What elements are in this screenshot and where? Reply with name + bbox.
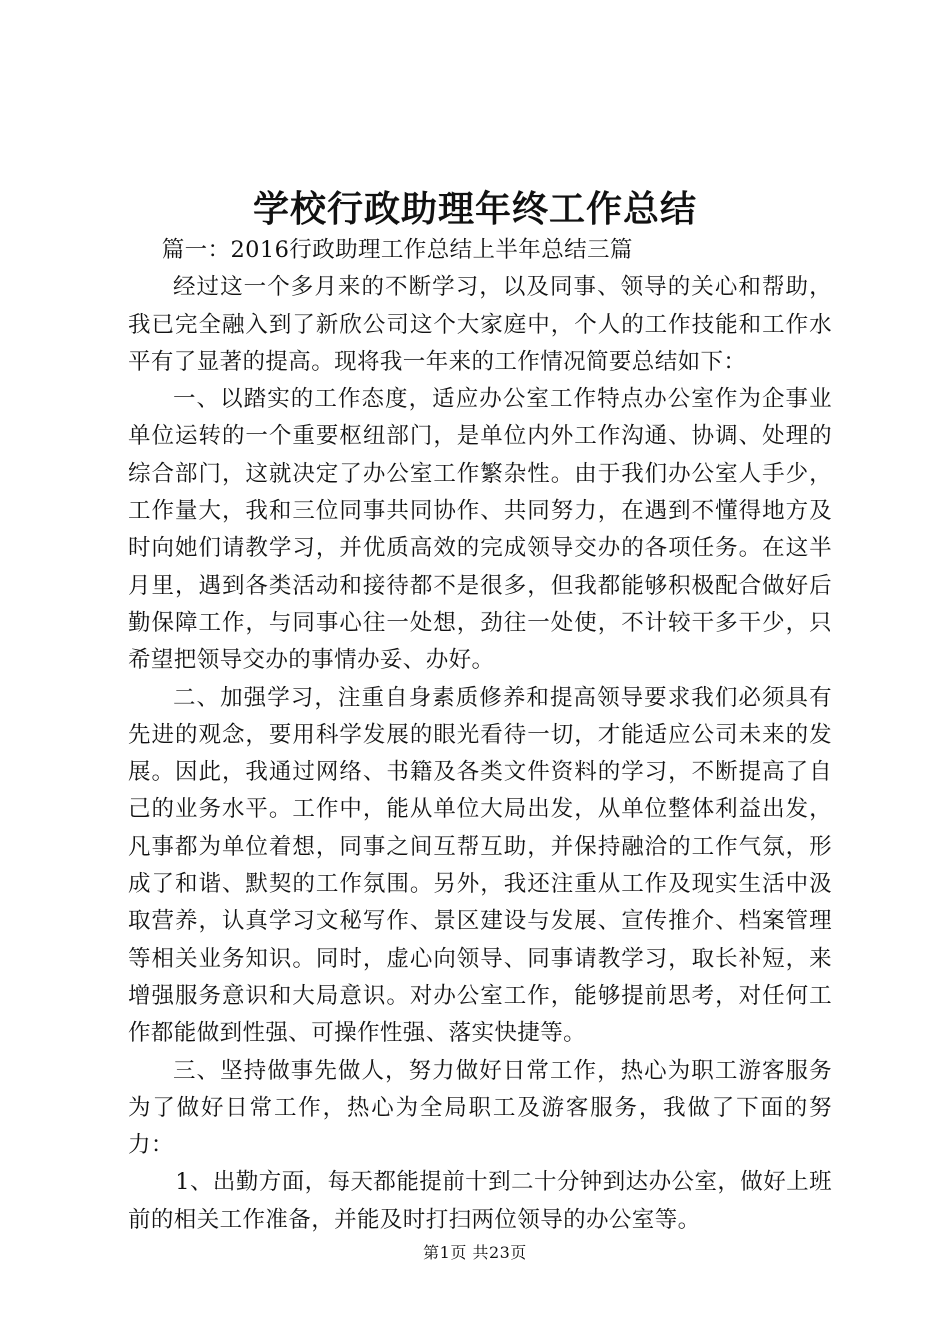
paragraph-item-1: 1、出勤方面，每天都能提前十到二十分钟到达办公室，做好上班前的相关工作准备，并能及时打扫两位领导的办公室等。: [128, 1169, 832, 1233]
paragraph-section-1: 一、以踏实的工作态度，适应办公室工作特点办公室作为企事业单位运转的一个重要枢纽部门，是单位内外工作沟通、协调、处理的综合部门，这就决定了办公室工作繁杂性。由于我们办公室人手少，工作量大，我和三位同事共同协作、共同努力，在遇到不懂得地方及时向她们请教学习，并优质高效的完成领导交办的各项任务。在这半月里，遇到各类活动和接待都不是很多，但我都能够积极配合做好后勤保障工作，与同事心往一处想，劲往一处使，不计较干多干少，只希望把领导交办的事情办妥、办好。: [128, 386, 832, 674]
page-number-footer: 第1页 共23页: [423, 1243, 527, 1262]
document-title: 学校行政助理年终工作总结: [252, 189, 697, 230]
paragraph-section-2: 二、加强学习，注重自身素质修养和提高领导要求我们必须具有先进的观念，要用科学发展的眼光看待一切，才能适应公司未来的发展。因此，我通过网络、书籍及各类文件资料的学习，不断提高了自己的业务水平。工作中，能从单位大局出发，从单位整体利益出发，凡事都为单位着想，同事之间互帮互助，并保持融洽的工作气氛，形成了和谐、默契的工作氛围。另外，我还注重从工作及现实生活中汲取营养，认真学习文秘写作、景区建设与发展、宣传推介、档案管理等相关业务知识。同时，虚心向领导、同事请教学习，取长补短，来增强服务意识和大局意识。对办公室工作，能够提前思考，对任何工作都能做到性强、可操作性强、落实快捷等。: [128, 684, 832, 1047]
document-body: [128, 232, 832, 1239]
paragraph-intro: 经过这一个多月来的不断学习，以及同事、领导的关心和帮助，我已完全融入到了新欣公司这个大家庭中，个人的工作技能和工作水平有了显著的提高。现将我一年来的工作情况简要总结如下：: [128, 274, 832, 375]
paragraph-section-3: 三、坚持做事先做人，努力做好日常工作，热心为职工游客服务为了做好日常工作，热心为全局职工及游客服务，我做了下面的努力：: [128, 1057, 832, 1159]
section-heading: 篇一：2016行政助理工作总结上半年总结三篇: [161, 237, 633, 263]
